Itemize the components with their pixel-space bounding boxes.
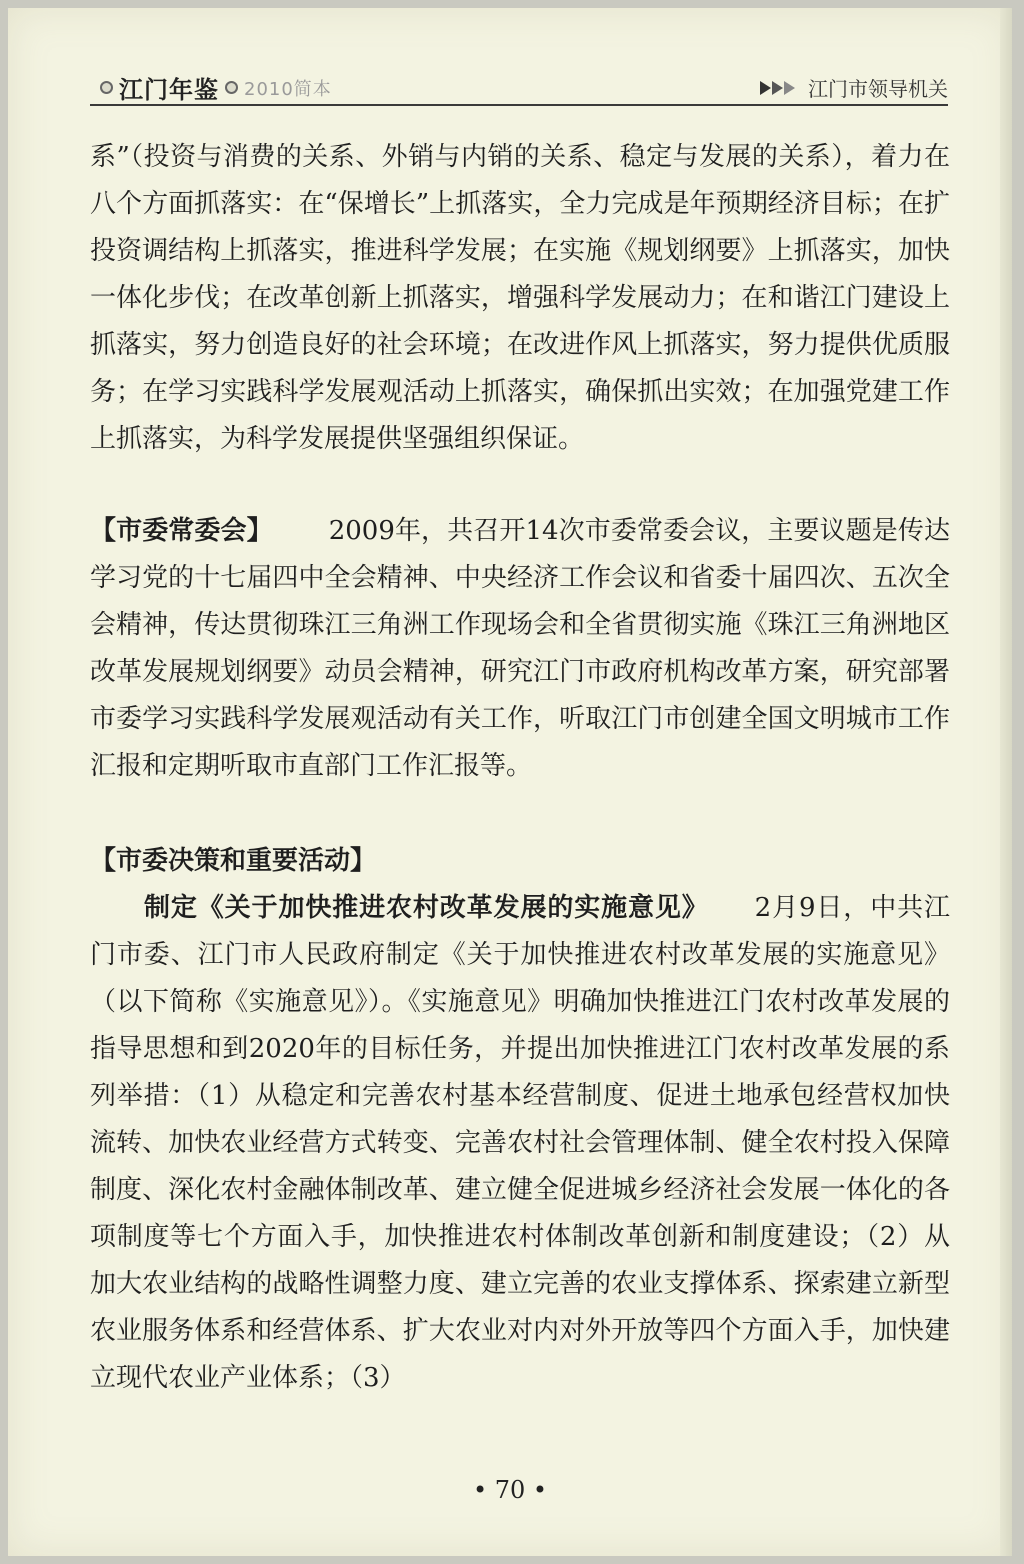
section-heading: 【市委决策和重要活动】 <box>90 846 377 876</box>
triple-arrow-icon <box>760 81 796 95</box>
running-header <box>90 68 948 106</box>
paragraph-decision <box>90 885 950 1402</box>
bullet-dot-icon <box>225 81 238 94</box>
yearbook-title: 江门年鉴 <box>119 75 219 104</box>
edition-label: 2010简本 <box>244 78 332 100</box>
paragraph-intro: 系”（投资与消费的关系、外销与内销的关系、稳定与发展的关系），着力在八个方面抓落实：在“保增长”上抓落实，全力完成是年预期经济目标；在扩投资调结构上抓落实，推进科学发展；在实施《规划纲要》上抓落实，加快一体化步伐；在改革创新上抓落实，增强科学发展动力；在和谐江门建设上抓落实，努力创造良好的社会环境；在改进作风上抓落实，努力提供优质服务；在学习实践科学发展观活动上抓落实，确保抓出实效；在加强党建工作上抓落实，为科学发展提供坚强组织保证。 <box>90 142 950 454</box>
body-text <box>90 134 950 1402</box>
section-name: 江门市领导机关 <box>808 77 948 101</box>
paragraph-body: 2月9日，中共江门市委、江门市人民政府制定《关于加快推进农村改革发展的实施意见》（以下简称《实施意见》）。《实施意见》明确加快推进江门农村改革发展的指导思想和到2020年的目标任务，并提出加快推进江门农村改革发展的系列举措：（1）从稳定和完善农村基本经营制度、促进土地承包经营权加快流转、加快农业经营方式转变、完善农村社会管理体制、健全农村投入保障制度、深化农村金融体制改革、建立健全促进城乡经济社会发展一体化的各项制度等七个方面入手，加快推进农村体制改革创新和制度建设；（2）从加大农业结构的战略性调整力度、建立完善的农业支撑体系、探索建立新型农业服务体系和经营体系、扩大农业对内对外开放等四个方面入手，加快建立现代农业产业体系；（3） <box>90 893 950 1393</box>
paragraph-standing-committee <box>90 508 950 790</box>
paragraph-body: 2009年，共召开14次市委常委会议，主要议题是传达学习党的十七届四中全会精神、中央经济工作会议和省委十届四次、五次全会精神，传达贯彻珠江三角洲工作现场会和全省贯彻实施《珠江三角洲地区改革发展规划纲要》动员会精神，研究江门市政府机构改革方案，研究部署市委学习实践科学发展观活动有关工作，听取江门市创建全国文明城市工作汇报和定期听取市直部门工作汇报等。 <box>90 516 950 781</box>
page-number: • 70 • <box>472 1476 548 1504</box>
item-title: 制定《关于加快推进农村改革发展的实施意见》 <box>144 893 709 923</box>
header-left <box>100 70 332 105</box>
bullet-dot-icon <box>100 81 113 94</box>
section-heading: 【市委常委会】 <box>90 516 273 546</box>
header-right <box>760 73 948 102</box>
page-edge <box>1000 8 1012 1556</box>
book-page <box>8 8 1012 1556</box>
